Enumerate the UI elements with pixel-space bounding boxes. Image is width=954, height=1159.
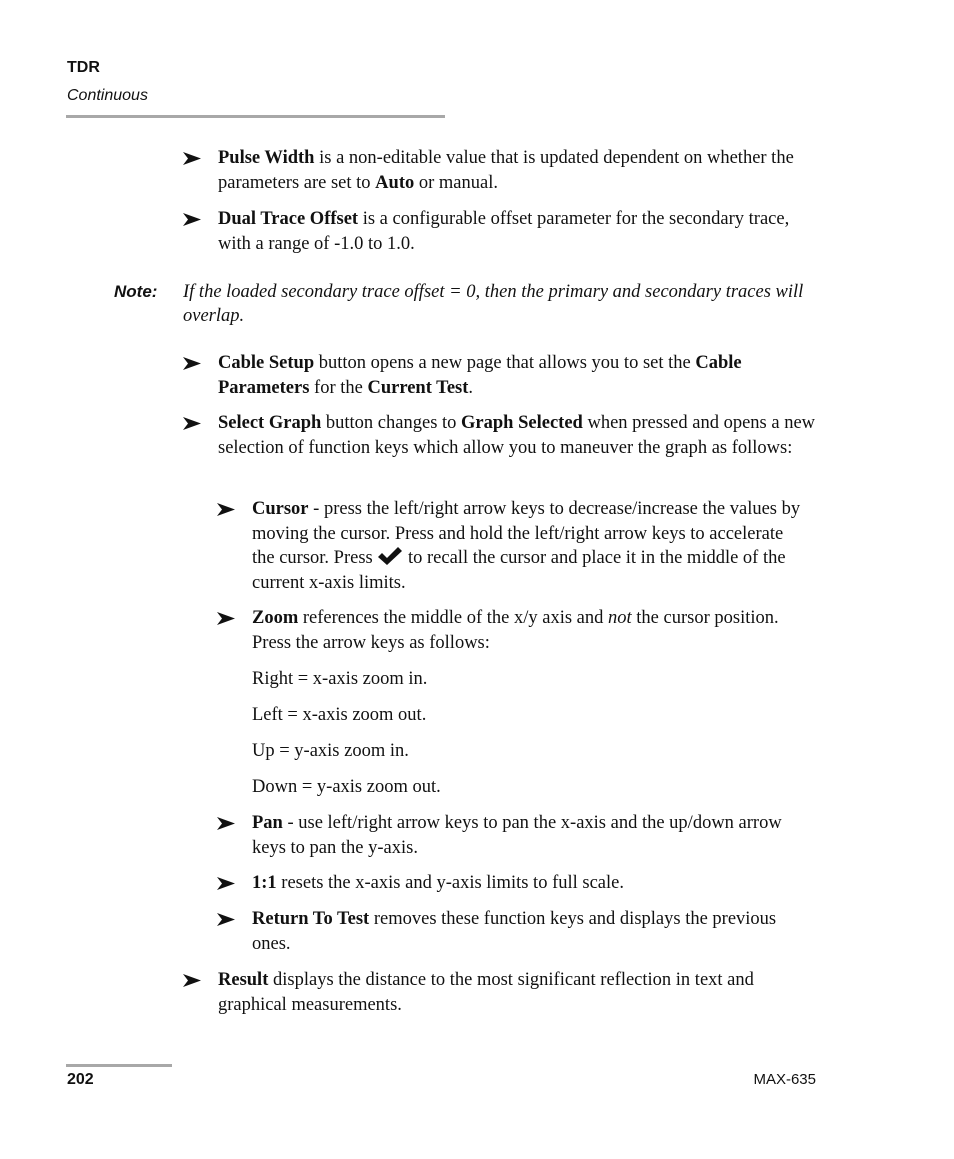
bullet-text: displays the distance to the most significant reflection in text and graphical measurements. [218,970,754,1015]
term-pan: Pan [252,813,283,833]
section-subtitle: Continuous [67,87,148,104]
bullet-text: - press the left/right arrow keys to decrease/increase the values by moving the cursor. Press and hold the left/right arrow keys to accelerate the cursor. Press [252,499,801,568]
bullet-text: references the middle of the x/y axis and [298,608,609,628]
term-auto: Auto [375,172,415,193]
term-cursor: Cursor [252,499,309,519]
term-graph-selected: Graph Selected [461,413,583,433]
bullet-text: for the [309,377,368,398]
arrow-bullet-icon [183,968,203,992]
term-pulse-width: Pulse Width [218,148,315,168]
sub-bullet-one-to-one [252,871,812,896]
note-label: Note: [114,282,158,301]
bullet-text: . [468,377,474,398]
note-text: If the loaded secondary trace offset = 0, then the primary and secondary traces will overlap. [183,282,804,326]
bullet-text: button changes to [321,413,462,433]
term-cable-setup: Cable Setup [218,353,315,373]
term-result: Result [218,970,269,990]
sub-bullet-cursor [252,497,807,595]
product-name: MAX-635 [753,1071,816,1088]
arrow-bullet-icon [217,907,237,931]
bullet-text: when pressed and opens a new selection of function keys which allow you to maneuver the graph as follows: [218,413,816,458]
bullet-text: removes these function keys and displays the previous ones. [252,909,777,954]
sub-bullet-pan [252,811,812,860]
arrow-bullet-icon [217,811,237,835]
bullet-dual-trace-offset [218,207,823,256]
footer-rule [66,1064,172,1067]
bullet-text: - use left/right arrow keys to pan the x-axis and the up/down arrow keys to pan the y-axis. [252,813,782,858]
arrow-bullet-icon [183,351,203,375]
term-current-test: Current Test [367,377,469,398]
bullet-select-graph [218,411,818,460]
term-zoom: Zoom [252,608,299,628]
term-return-to-test: Return To Test [252,909,370,929]
checkmark-icon [377,546,403,566]
bullet-pulse-width [218,146,818,195]
term-one-to-one: 1:1 [252,873,277,893]
page-header [67,57,445,107]
arrow-bullet-icon [183,411,203,435]
term-select-graph: Select Graph [218,413,322,433]
zoom-line-down: Down = y-axis zoom out. [252,777,441,797]
arrow-bullet-icon [183,207,203,231]
page-number: 202 [67,1071,94,1088]
arrow-bullet-icon [217,497,237,521]
emphasis-not: not [608,608,632,628]
bullet-text: resets the x-axis and y-axis limits to full scale. [276,873,624,893]
arrow-bullet-icon [217,871,237,895]
bullet-text: the cursor position. Press the arrow keys as follows: [252,608,779,653]
header-rule [66,115,445,118]
arrow-bullet-icon [217,606,237,630]
bullet-text: to recall the cursor and place it in the middle of the current x-axis limits. [252,548,786,593]
arrow-bullet-icon [183,146,203,170]
term-cable-parameters: Cable Parameters [218,353,742,398]
section-title: TDR [67,59,100,76]
bullet-text: or manual. [414,172,498,193]
bullet-cable-setup [218,351,823,400]
zoom-line-left: Left = x-axis zoom out. [252,705,427,725]
sub-bullet-zoom [252,606,807,655]
term-dual-trace-offset: Dual Trace Offset [218,209,359,229]
bullet-result [218,968,808,1017]
bullet-text: is a non-editable value that is updated dependent on whether the parameters are set to [218,148,794,193]
bullet-text: is a configurable offset parameter for the secondary trace, with a range of -1.0 to 1.0. [218,209,790,254]
zoom-line-right: Right = x-axis zoom in. [252,669,428,689]
bullet-text: button opens a new page that allows you to set the [314,353,696,373]
zoom-line-up: Up = y-axis zoom in. [252,741,409,761]
sub-bullet-return-to-test [252,907,792,956]
